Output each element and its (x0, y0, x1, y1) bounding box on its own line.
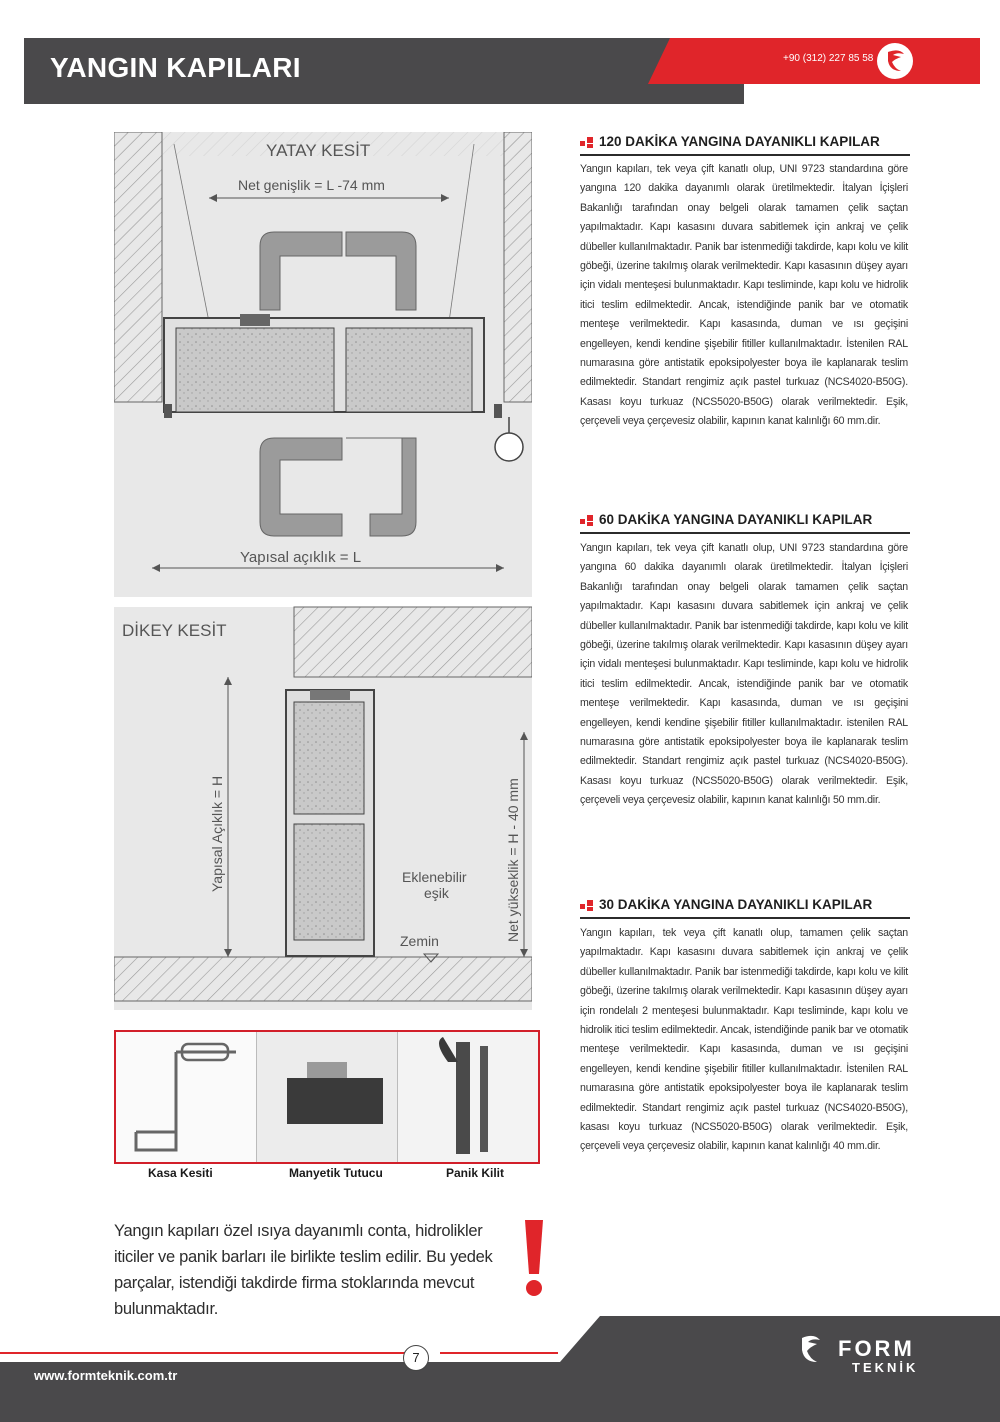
vertical-section-title: DİKEY KESİT (122, 621, 227, 640)
technical-drawing (114, 132, 532, 1010)
section-30-rule (580, 917, 910, 919)
floor-label: Zemin (400, 933, 439, 949)
section-60-title: 60 DAKİKA YANGINA DAYANIKLI KAPILAR (580, 512, 910, 527)
panic-lock-photo (398, 1032, 538, 1162)
frame-section-photo (116, 1032, 257, 1162)
horizontal-section-title: YATAY KESİT (266, 141, 371, 160)
section-30-body: Yangın kapıları, tek veya çift kanatlı olup, tamamen çelik saçtan yapılmaktadır. Kapı kasasını duvara sabitlemek için ankraj ve çelik dübeller kullanılmaktadır. Panik bar istenmediği takdirde, kapı kolu ve kilit göbeği, üzerine takılmış olarak verilmektedir. Kapı kasasının düşey ayarı için rondelalı 2 menteşesi bulunmaktadır. Kapı tesliminde, kapı kolu ve hidrolik itici teslim edilmektedir. Ancak, istendiğinde panik bar ve otomatik menteşe verilmektedir. Kapı kasasında, duman ve ısı geçişini engelleyen, kendi kendine şişebilir fitiller kullanılmaktadır. İstenilen RAL numarasına göre antistatik epoksipolyester boya ile kaplanarak teslim edilmektedir. Standart rengimiz açık pastel turkuaz (NCS4020-B50G), kasası koyu turkuaz (NCS5020-B50G) olarak verilmektedir. Eşik, çerçeveli veya çerçevesiz olabilir, kapının kanat kalınlığı 40 mm.dir. (580, 927, 908, 1153)
section-marker-icon (580, 135, 594, 149)
section-60-rule (580, 532, 910, 534)
structural-height-label: Yapısal Açıklık = H (209, 775, 225, 892)
section-120-body: Yangın kapıları, tek veya çift kanatlı olup, UNI 9723 standardına göre yangına 120 dakika dayanımlı olarak üretilmektedir. İtalyan İçişleri Bakanlığı tarafından onay belgeli olarak tamamen çelik saçtan yapılmaktadır. Kapı kasasını duvara sabitlemek için ankraj ve çelik dübeller kullanılmaktadır. Panik bar istenmediği takdirde, kapı kolu ve kilit göbeği, üzerine takılmış olarak verilmektedir. Kapı kasasının düşey ayarı için vidalı menteşesi bulunmaktadır. Kapı tesliminde, kapı kolu ve hidrolik itici teslim edilmektedir. Ancak, istendiğinde panik bar ve otomatik menteşe verilmektedir. Kapı kasasında, duman ve ısı geçişini engelleyen, kendi kendine şişebilir fitiller kullanılmaktadır. İstenilen RAL numarasına göre antistatik epoksipolyester boya ile kaplanarak teslim edilmektedir. Standart rengimiz açık pastel turkuaz (NCS4020-B50G). Kasası koyu turkuaz (NCS5020-B50G) olarak verilmektedir. Eşik, çerçeveli veya çerçevesiz olabilir, kapının kanat kalınlığı 60 mm.dir. (580, 163, 908, 428)
structural-opening-label: Yapısal açıklık = L (240, 549, 362, 566)
magnetic-holder-caption: Manyetik Tutucu (289, 1166, 383, 1180)
magnetic-holder-photo (257, 1032, 398, 1162)
threshold-label-line2: eşik (424, 885, 449, 901)
section-30-title: 30 DAKİKA YANGINA DAYANIKLI KAPILAR (580, 897, 910, 912)
spare-parts-note: Yangın kapıları özel ısıya dayanımlı conta, hidrolikler iticiler ve panik barları ile birlikte teslim edilir. Bu yedek parçalar, istendiği takdirde firma stoklarında mevcut bulunmaktadır. (114, 1222, 493, 1318)
section-120-rule (580, 154, 910, 156)
page-number: 7 (403, 1345, 429, 1371)
product-photo-strip (114, 1030, 540, 1164)
section-120-title: 120 DAKİKA YANGINA DAYANIKLI KAPILAR (580, 134, 910, 149)
brand-wordmark: FORM TEKNİK (838, 1336, 919, 1375)
net-height-label: Net yükseklik = H - 40 mm (505, 778, 521, 942)
section-60-body: Yangın kapıları, tek veya çift kanatlı olup, UNI 9723 standardına göre yangına 60 dakika dayanımlı olarak üretilmektedir. İtalyan İçişleri Bakanlığı tarafından onay belgeli olarak tamamen çelik saçtan yapılmaktadır. Kapı kasasını duvara sabitlemek için ankraj ve çelik dübeller kullanılmaktadır. Panik bar istenmediği takdirde, kapı kolu ve kilit göbeği, üzerine takılmış olarak verilmektedir. Kapı kasasının düşey ayarı için vidalı menteşesi bulunmaktadır. Kapı tesliminde, kapı kolu ve hidrolik itici teslim edilmektedir. Ancak, istendiğinde panik bar ve otomatik menteşe verilmektedir. Kapı kasasında, duman ve ısı geçişini engelleyen, kendi kendine şişebilir fitiller kullanılmaktadır. istenilen RAL numarasına göre antistatik epoksipolyester boya ile kaplanarak teslim edilmektedir. Standart rengimiz açık pastel turkuaz (NCS4020-B50G). Kasası koyu turkuaz (NCS5020-B50G) olarak verilmektedir. Eşik, çerçeveli veya çerçevesiz olabilir, kapının kanat kalınlığı 50 mm.dir. (580, 542, 908, 807)
section-marker-icon (580, 898, 594, 912)
website-link[interactable]: www.formteknik.com.tr (34, 1368, 178, 1383)
net-width-label: Net genişlik = L -74 mm (238, 177, 385, 193)
section-marker-icon (580, 513, 594, 527)
frame-section-caption: Kasa Kesiti (148, 1166, 213, 1180)
panic-lock-caption: Panik Kilit (446, 1166, 505, 1180)
brand-logo-icon (877, 43, 913, 79)
exclamation-icon (522, 1218, 546, 1298)
page-title: YANGIN KAPILARI (50, 52, 301, 83)
footer-logo-icon (790, 1330, 830, 1370)
phone-number: +90 (312) 227 85 58 (783, 53, 874, 64)
threshold-label-line1: Eklenebilir (402, 869, 467, 885)
